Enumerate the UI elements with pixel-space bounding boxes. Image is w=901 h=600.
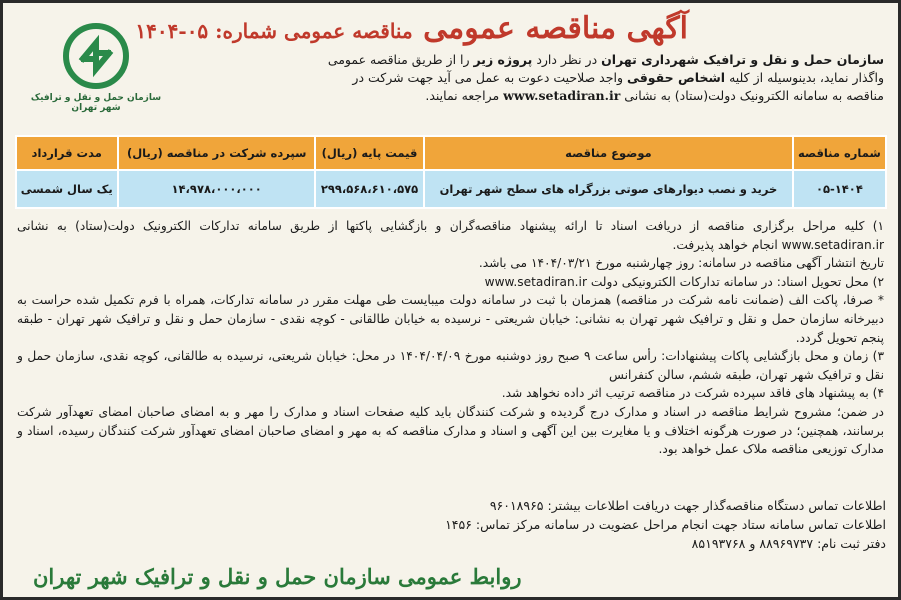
tender-table (15, 135, 887, 209)
title-main: آگهی مناقصه عمومی (423, 11, 688, 46)
header-contract-duration: مدت قرارداد (16, 136, 118, 170)
title-subtitle: مناقصه عمومی شماره: ۰۵-۱۴۰۴ (135, 19, 413, 43)
header-tender-number: شماره مناقصه (793, 136, 885, 170)
table-row (16, 170, 886, 208)
cell-contract-duration: یک سال شمسی (16, 170, 118, 208)
intro-org: سازمان حمل و نقل و ترافیک شهرداری تهران (601, 52, 884, 67)
intro-line2-start: واگذار نماید، بدینوسیله از کلیه (725, 70, 884, 85)
cell-tender-number: ۰۵-۱۴۰۴ (793, 170, 885, 208)
header-base-price: قیمت پایه (ریال) (315, 136, 423, 170)
intro-line3-start: مناقصه به سامانه الکترونیک دولت(ستاد) به نشانی (620, 88, 884, 103)
contact-registration: دفتر ثبت نام: ۸۸۹۶۹۷۳۷ و ۸۵۱۹۳۷۶۸ (691, 536, 886, 551)
contact-setad: اطلاعات تماس سامانه ستاد جهت انجام مراحل عضویت در سامانه مرکز تماس: ۱۴۵۶ (445, 517, 886, 532)
publish-date: تاریخ انتشار آگهی مناقصه در سامانه: روز چهارشنبه مورخ ۱۴۰۴/۰۳/۲۱ می باشد. (478, 256, 884, 271)
intro-line3-end: مراجعه نمایند. (425, 88, 504, 103)
header-deposit: سپرده شرکت در مناقصه (ریال) (118, 136, 315, 170)
setadiran-link[interactable]: www.setadiran.ir (503, 88, 621, 103)
header (13, 9, 888, 113)
cell-base-price: ۲۹۹،۵۶۸،۶۱۰،۵۷۵ (315, 170, 423, 208)
condition-envelope: * صرفا، پاکت الف (ضمانت نامه شرکت در مناقصه) همزمان با ثبت در سامانه دولت میبایست طی مهلت مقرر در سامانه تدارکات، همراه با فرم تکمیل شده حراست به دبیرخانه سازمان حمل و نقل و ترافیک شهر تهران به نشانی: خیابان شریعتی - نرسیده به خیابان طالقانی - کوچه نقدی - سازمان حمل و نقل و ترافیک شهر تهران - طبقه پنجم تحویل گردد. (17, 293, 884, 345)
intro-line1-end: را از طریق مناقصه عمومی (327, 52, 474, 67)
intro-line1-bold: پروژه زیر (473, 52, 533, 67)
condition-1: ۱) کلیه مراحل برگزاری مناقصه از دریافت اسناد تا ارائه پیشنهاد مناقصه‌گران و بازگشایی پاکتها از طریق سامانه تدارکات الکترونیک دولت(ستاد) به نشانی www.setadiran.ir انجام خواهد پذیرفت. (17, 219, 884, 252)
tender-conditions (13, 217, 888, 459)
public-relations-brand: روابط عمومی سازمان حمل و نقل و ترافیک شهر تهران (33, 564, 522, 589)
intro-line2-bold: اشخاص حقوقی (626, 70, 726, 85)
contact-info (445, 496, 886, 553)
header-tender-subject: موضوع مناقصه (424, 136, 794, 170)
intro-line1-mid: در نظر دارد (532, 52, 602, 67)
contact-tender: اطلاعات تماس دستگاه مناقصه‌گذار جهت دریافت اطلاعات بیشتر: ۹۶۰۱۸۹۶۵ (489, 498, 886, 513)
logo-text: سازمان حمل و نقل و ترافیک شهر تهران (30, 93, 162, 113)
page-title (135, 11, 688, 46)
condition-3: ۳) زمان و محل بازگشایی پاکات پیشنهادات: رأس ساعت ۹ صبح روز دوشنبه مورخ ۱۴۰۴/۰۴/۰۹ در محل: خیابان شریعتی، نرسیده به طالقانی، کوچه نقدی، سازمان حمل و نقل و ترافیک شهر تهران، طبقه ششم، سالن کنفرانس (17, 349, 884, 382)
intro-paragraph (164, 51, 884, 105)
condition-2: ۲) محل تحویل اسناد: در سامانه تدارکات الکترونیکی دولت www.setadiran.ir (484, 274, 884, 289)
organization-logo (21, 21, 171, 121)
cell-tender-subject: خرید و نصب دیوارهای صوتی بزرگراه های سطح شهر تهران (424, 170, 794, 208)
condition-4: ۴) به پیشنهاد های فاقد سپرده شرکت در مناقصه ترتیب اثر داده نخواهد شد. (501, 386, 884, 401)
cell-deposit: ۱۴،۹۷۸،۰۰۰،۰۰۰ (118, 170, 315, 208)
intro-line2-end: واجد صلاحیت دعوت به عمل می آید جهت شرکت در (352, 70, 627, 85)
logo-arrows-icon (61, 21, 131, 91)
table-header-row (16, 136, 886, 170)
condition-notes: در ضمن؛ مشروح شرایط مناقصه در اسناد و مدارک درج گردیده و شرکت کنندگان باید کلیه صفحات اسناد و مدارک را مهر و به امضای صاحبان امضای تعهدآور شرکت برسانند، همچنین؛ در صورت هرگونه اختلاف و یا مغایرت بین این آگهی و اسناد و مدارک مناقصه که به مهر و امضای صاحبان امضای تعهدآور شرکت کنندگان رسیده، اسناد و مدارک توزیعی مناقصه ملاک عمل خواهد بود. (17, 404, 884, 457)
